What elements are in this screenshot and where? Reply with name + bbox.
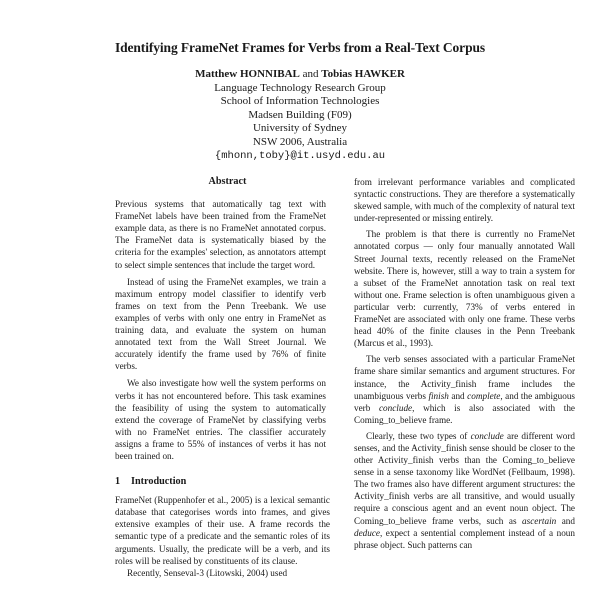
term-finish: finish [428,390,449,401]
affiliation-line-4: University of Sydney [252,122,348,135]
affiliation-line-3: Madsen Building (F09) [248,108,352,121]
affiliation-line-1: Language Technology Research Group [214,81,386,94]
author-names [0,68,600,82]
author-conjunction: and [302,68,319,80]
term-complete: complete [467,390,501,401]
section-heading-introduction [115,476,330,488]
term-ascertain: ascertain [522,515,557,526]
body-paragraph-1: from irrelevant performance variables and complicated syntactic constructions. They are therefore a systematically skewed sample, with much of the complexity of natural text under-represented or missing entirely. [354,177,575,224]
section-title: Introduction [131,476,187,488]
term-deduce: deduce [354,527,381,538]
body-paragraph-3: The verb senses associated with a particular FrameNet frame share similar semantics and argument structures. For instance, the Activity_finish frame includes the unambiguous verbs finish and complete, and the ambiguous verb conclude, which is also associated with the Coming_to_believe frame. [354,354,575,425]
intro-paragraph-2: Recently, Senseval-3 (Litowski, 2004) used [127,567,288,578]
left-column [115,176,330,579]
body-paragraph-2: The problem is that there is currently no FrameNet annotated corpus — only four manually annotated Wall Street Journal texts, recently released on the FrameNet website. There is, however, still a way to train a system for a subset of the FrameNet annotation task on real text without one. Frame selection is often unambiguous given a particular verb: currently, 73% of verbs entered in FrameNet are associated with only one frame. These verbs head 40% of the finite clauses in the Penn Treebank (Marcus et al., 1993). [354,229,575,349]
abstract-paragraph-2: Instead of using the FrameNet examples, we train a maximum entropy model classifier to identify verb frames on text from the Penn Treebank. We use examples of verbs with only one entry in FrameNet as training data, and evaluate the system on human annotated text from the Wall Street Journal. We accurately identify the frame used by 76% of finite verbs. [115,276,326,372]
paper-title: Identifying FrameNet Frames for Verbs from a Real-Text Corpus [114,40,486,55]
term-conclude: conclude [378,402,413,413]
author-block [0,68,600,163]
abstract-paragraph-1: Previous systems that automatically tag text with FrameNet labels have been trained from the FrameNet example data, as there is no FrameNet annotated corpus. The FrameNet data is systematically biased by the criteria for the examples' selection, as annotators attempt to select simple sentences that include the target word. [115,199,326,270]
abstract-heading: Abstract [208,176,247,187]
affiliation-line-2: School of Information Technologies [220,95,380,108]
author-email: {mhonn,toby}@it.usyd.edu.au [214,149,386,162]
intro-paragraph-1: FrameNet (Ruppenhofer et al., 2005) is a lexical semantic database that categorises words into frames, and gives extensive examples of their use. A frame records the semantic type of a predicate and the semantic roles of its arguments. Usually, the predicate will be a verb, and its roles will be realised by constituents of its clause. [115,495,330,566]
section-number: 1 [115,476,121,488]
affiliation-line-5: NSW 2006, Australia [252,135,348,148]
right-column [354,176,575,551]
body-paragraph-4: Clearly, these two types of conclude are different word senses, and the Activity_finish sense should be closer to the other Activity_finish verbs than the Coming_to_believe sense in a sense taxonomy like WordNet (Fellbaum, 1998). The two frames also have different argument structures: the Activity_finish verbs are all transitive, and would usually require a conscious agent and an event noun object. The Coming_to_believe frame verbs, such as ascertain and deduce, expect a sentential complement instead of a noun phrase object. Such patterns can [354,430,576,550]
author-1: Matthew HONNIBAL [195,68,300,80]
term-conclude-2: conclude [470,430,504,441]
author-2: Tobias HAWKER [321,68,405,80]
abstract-paragraph-3: We also investigate how well the system performs on verbs it has not encountered before. This task examines the feasibility of using the system to automatically extend the coverage of FrameNet by classifying verbs with no FrameNet entries. The classifier accurately assigns a frame to 55% of instances of verbs it has not been trained on. [115,378,326,461]
